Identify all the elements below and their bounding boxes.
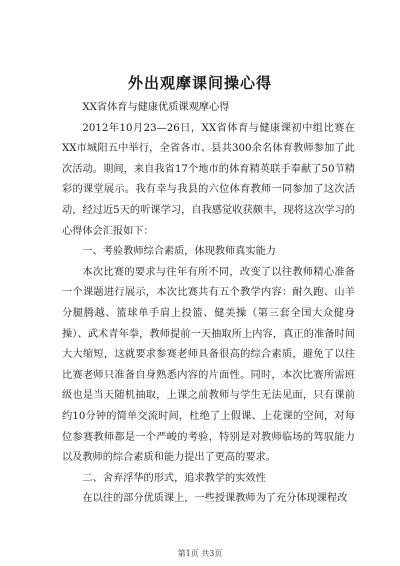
subtitle-paragraph: XX省体育与健康优质课观摩心得: [82, 102, 230, 113]
document-body: [62, 98, 355, 510]
section-2-paragraph: 在以往的部分优质课上，一些授课教师为了充分体现课程改: [82, 493, 348, 505]
section-heading-1: 一、考验教师综合素质，体现教师真实能力: [82, 246, 276, 258]
section-1-paragraph: 本次比赛的要求与往年有所不同，改变了以往教师精心准备一个课题进行展示，本次比赛共有五个教学内容：耐久跑、山羊分腿腾越、篮球单手肩上投篮、健美操（第三套全国大众健身操）、武术青年拳，教师提前一天抽取所上内容，真正的准备时间大大缩短，这就要求参赛老师具备很高的综合素质，避免了以往比赛老师只准备自身熟悉内容的片面性。同时，本次比赛所需班级也是当天随机抽取，上课之前教师与学生无法见面，只有课前约10分钟的简单交流时间，杜绝了上假课、上花课的空间，对每位参赛教师都是一个严峻的考验，特别是对教师临场的驾驭能力以及教师的综合素质和能力提出了更高的要求。: [62, 266, 355, 464]
page-number-footer: 第1页 共3页: [177, 549, 223, 558]
intro-paragraph: 2012年10月23—26日，XX省体育与健康课初中组比赛在XX市城阳五中举行，全省各市、县共300余名体育教师参加了此次活动。期间，来自我省17个地市的体育精英联手奉献了50节精彩的课堂展示。我有幸与我县的六位体育教师一同参加了这次活动，经过近5天的听课学习，自我感觉收获颇丰，现将这次学习的心得体会汇报如下：: [62, 122, 355, 237]
section-heading-2: 二、舍弃浮华的形式，追求教学的实效性: [82, 472, 266, 484]
document-title: 外出观摩课间操心得: [127, 74, 272, 92]
